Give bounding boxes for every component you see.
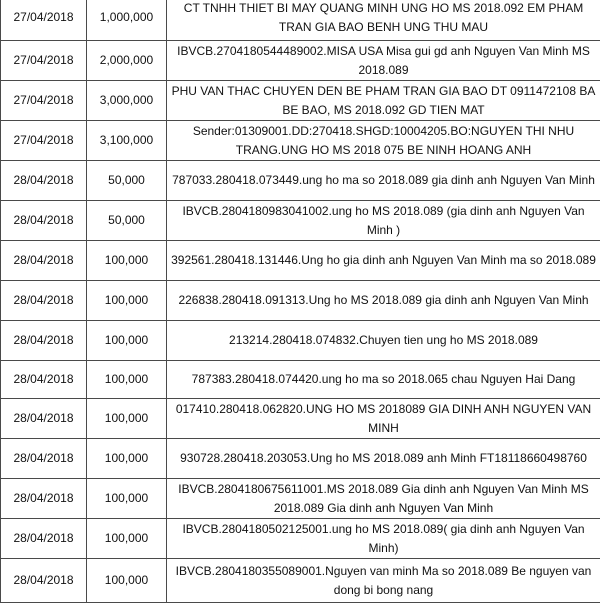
amount-cell: 3,000,000: [87, 81, 167, 121]
date-cell: 27/04/2018: [1, 41, 87, 81]
amount-cell: 100,000: [87, 361, 167, 399]
table-row: [1, 0, 600, 41]
description-cell: 017410.280418.062820.UNG HO MS 2018089 GIA DINH ANH NGUYEN VAN MINH: [167, 399, 600, 439]
amount-cell: 100,000: [87, 519, 167, 559]
date-cell: 28/04/2018: [1, 241, 87, 281]
amount-cell: 100,000: [87, 241, 167, 281]
table-row: [1, 161, 600, 201]
amount-cell: 100,000: [87, 559, 167, 603]
amount-cell: 100,000: [87, 479, 167, 519]
amount-cell: 2,000,000: [87, 41, 167, 81]
transactions-table-body: [1, 0, 600, 603]
date-cell: 27/04/2018: [1, 0, 87, 41]
description-cell: PHU VAN THAC CHUYEN DEN BE PHAM TRAN GIA BAO DT 0911472108 BA BE BAO, MS 2018.092 GD TIEN MAT: [167, 81, 600, 121]
date-cell: 28/04/2018: [1, 361, 87, 399]
date-cell: 28/04/2018: [1, 559, 87, 603]
amount-cell: 50,000: [87, 201, 167, 241]
table-row: [1, 399, 600, 439]
description-cell: 213214.280418.074832.Chuyen tien ung ho MS 2018.089: [167, 321, 600, 361]
table-row: [1, 439, 600, 479]
date-cell: 28/04/2018: [1, 161, 87, 201]
table-row: [1, 361, 600, 399]
table-row: [1, 519, 600, 559]
table-row: [1, 321, 600, 361]
date-cell: 28/04/2018: [1, 479, 87, 519]
table-row: [1, 121, 600, 161]
description-cell: 787033.280418.073449.ung ho ma so 2018.089 gia dinh anh Nguyen Van Minh: [167, 161, 600, 201]
description-cell: 226838.280418.091313.Ung ho MS 2018.089 gia dinh anh Nguyen Van Minh: [167, 281, 600, 321]
description-cell: IBVCB.2804180983041002.ung ho MS 2018.089 (gia dinh anh Nguyen Van Minh ): [167, 201, 600, 241]
date-cell: 27/04/2018: [1, 121, 87, 161]
date-cell: 28/04/2018: [1, 439, 87, 479]
date-cell: 28/04/2018: [1, 399, 87, 439]
description-cell: IBVCB.2804180675611001.MS 2018.089 Gia dinh anh Nguyen Van Minh MS 2018.089 Gia dinh anh Nguyen Van Minh: [167, 479, 600, 519]
amount-cell: 1,000,000: [87, 0, 167, 41]
description-cell: IBVCB.2704180544489002.MISA USA Misa gui gd anh Nguyen Van Minh MS 2018.089: [167, 41, 600, 81]
amount-cell: 100,000: [87, 439, 167, 479]
table-row: [1, 241, 600, 281]
date-cell: 28/04/2018: [1, 321, 87, 361]
amount-cell: 100,000: [87, 321, 167, 361]
date-cell: 28/04/2018: [1, 519, 87, 559]
table-row: [1, 81, 600, 121]
table-row: [1, 201, 600, 241]
amount-cell: 50,000: [87, 161, 167, 201]
description-cell: 787383.280418.074420.ung ho ma so 2018.065 chau Nguyen Hai Dang: [167, 361, 600, 399]
date-cell: 28/04/2018: [1, 281, 87, 321]
amount-cell: 100,000: [87, 281, 167, 321]
amount-cell: 100,000: [87, 399, 167, 439]
description-cell: IBVCB.2804180502125001.ung ho MS 2018.089( gia dinh anh Nguyen Van Minh): [167, 519, 600, 559]
table-row: [1, 479, 600, 519]
description-cell: CT TNHH THIET BI MAY QUANG MINH UNG HO MS 2018.092 EM PHAM TRAN GIA BAO BENH UNG THU MAU: [167, 0, 600, 41]
description-cell: 392561.280418.131446.Ung ho gia dinh anh Nguyen Van Minh ma so 2018.089: [167, 241, 600, 281]
table-row: [1, 281, 600, 321]
table-row: [1, 559, 600, 603]
date-cell: 27/04/2018: [1, 81, 87, 121]
description-cell: IBVCB.2804180355089001.Nguyen van minh Ma so 2018.089 Be nguyen van dong bi bong nang: [167, 559, 600, 603]
description-cell: Sender:01309001.DD:270418.SHGD:10004205.BO:NGUYEN THI NHU TRANG.UNG HO MS 2018 075 BE NINH HOANG ANH: [167, 121, 600, 161]
table-row: [1, 41, 600, 81]
amount-cell: 3,100,000: [87, 121, 167, 161]
date-cell: 28/04/2018: [1, 201, 87, 241]
description-cell: 930728.280418.203053.Ung ho MS 2018.089 anh Minh FT18118660498760: [167, 439, 600, 479]
